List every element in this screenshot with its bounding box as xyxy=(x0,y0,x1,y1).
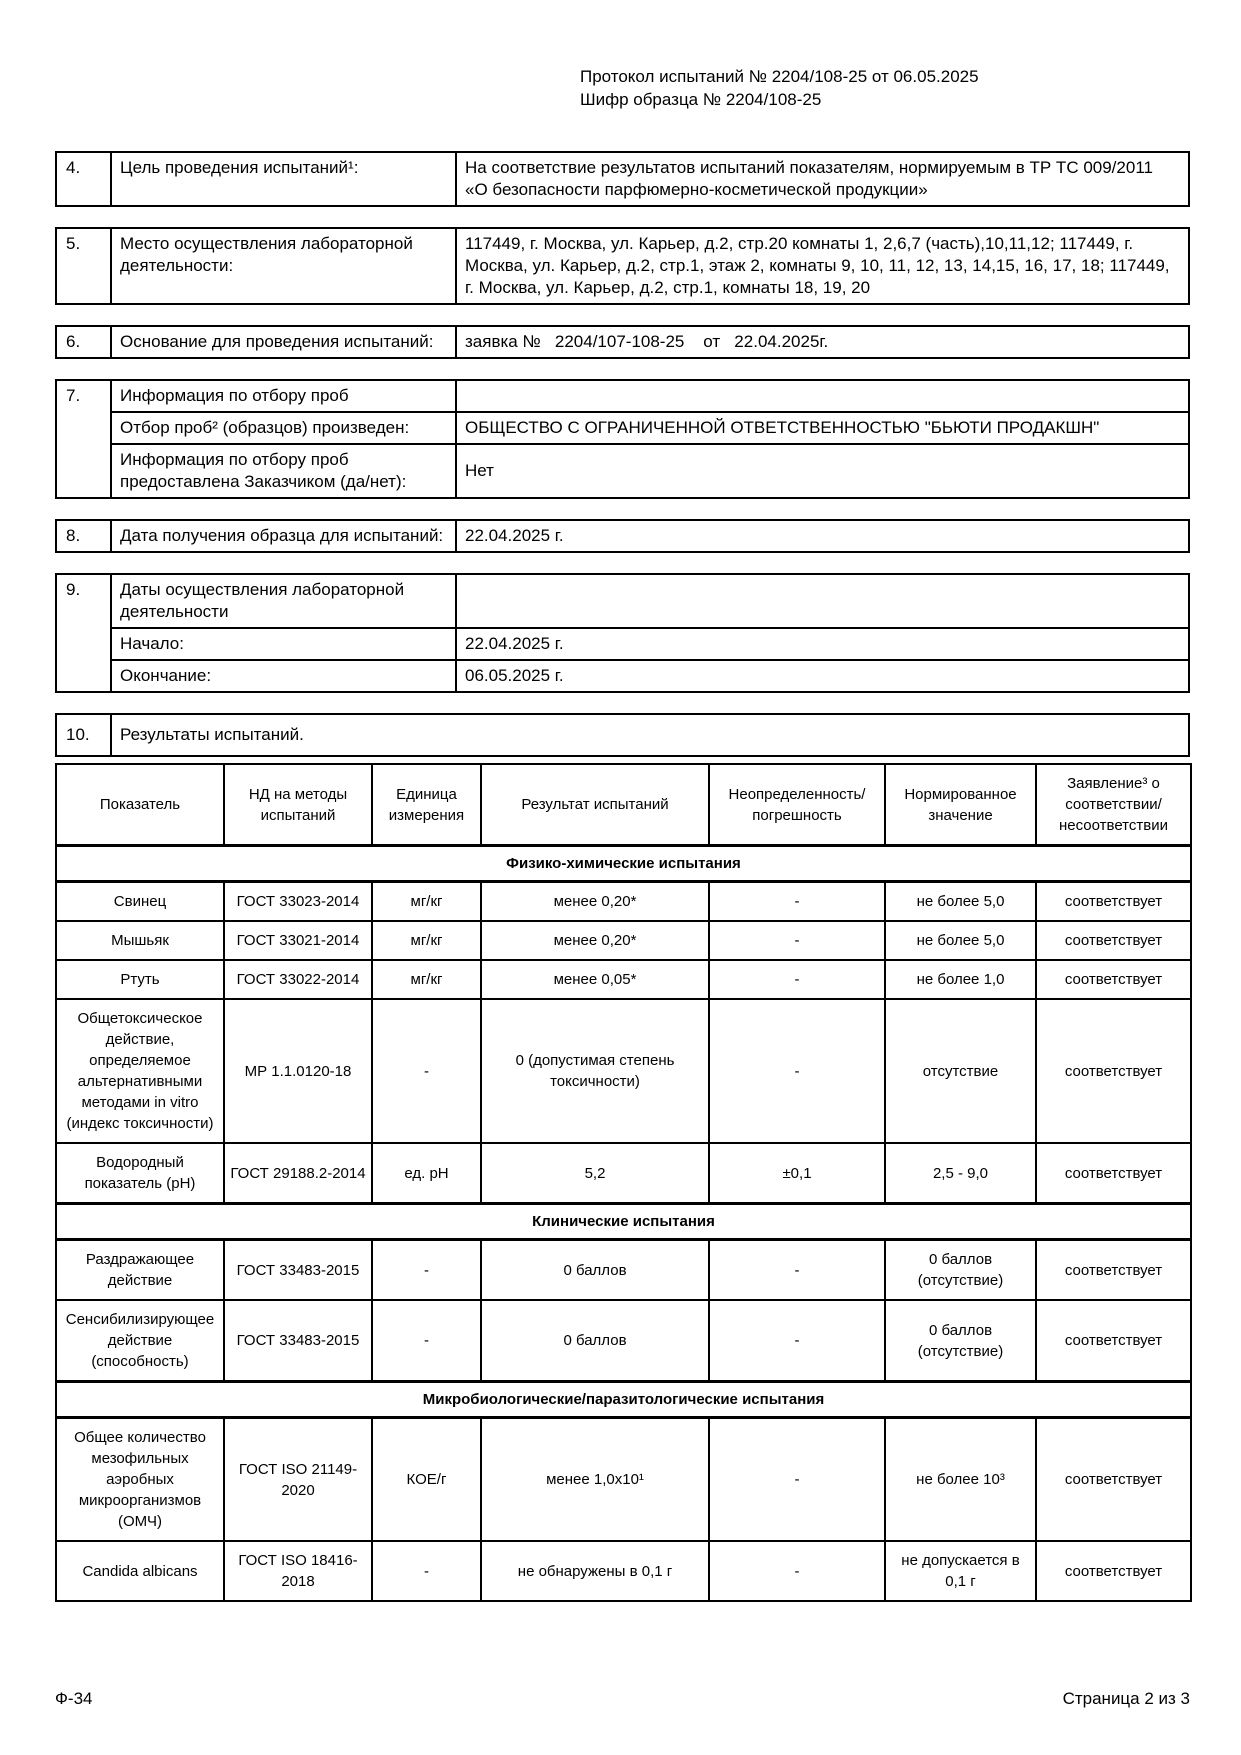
results-cell: - xyxy=(372,1541,481,1601)
page-number: Страница 2 из 3 xyxy=(1062,1689,1190,1708)
results-cell: ГОСТ 33021-2014 xyxy=(224,921,372,960)
info-table-7 xyxy=(55,379,1190,499)
info-row xyxy=(56,714,1189,756)
section-number: 10. xyxy=(56,714,111,756)
info-row xyxy=(56,444,1189,498)
row-label: Отбор проб² (образцов) произведен: xyxy=(111,412,456,444)
results-cell: мг/кг xyxy=(372,960,481,999)
results-data-row xyxy=(56,921,1191,960)
protocol-number-line: Протокол испытаний № 2204/108-25 от 06.05.2025 xyxy=(580,67,979,86)
results-cell: соответствует xyxy=(1036,1240,1191,1301)
info-row xyxy=(56,520,1189,552)
results-cell: Общетоксическое действие, определяемое альтернативными методами in vitro (индекс токсичности) xyxy=(56,999,224,1143)
results-data-row xyxy=(56,1541,1191,1601)
results-section-row xyxy=(56,1204,1191,1240)
results-cell: соответствует xyxy=(1036,1143,1191,1204)
results-data-row xyxy=(56,1300,1191,1382)
results-cell: 5,2 xyxy=(481,1143,709,1204)
info-row xyxy=(56,326,1189,358)
info-table-6 xyxy=(55,325,1190,359)
results-header-cell: НД на методы испытаний xyxy=(224,764,372,846)
results-cell: соответствует xyxy=(1036,1418,1191,1542)
row-value xyxy=(456,380,1189,412)
results-section-title: Микробиологические/паразитологические испытания xyxy=(56,1382,1191,1418)
document-header xyxy=(580,65,1190,111)
row-label: Результаты испытаний. xyxy=(111,714,1189,756)
results-cell: Ртуть xyxy=(56,960,224,999)
results-cell: ±0,1 xyxy=(709,1143,885,1204)
info-table-4 xyxy=(55,151,1190,207)
results-cell: Candida albicans xyxy=(56,1541,224,1601)
row-value: заявка № 2204/107-108-25 от 22.04.2025г. xyxy=(456,326,1189,358)
info-row xyxy=(56,660,1189,692)
results-cell: Раздражающее действие xyxy=(56,1240,224,1301)
section-number: 5. xyxy=(56,228,111,304)
results-cell: не обнаружены в 0,1 г xyxy=(481,1541,709,1601)
results-cell: менее 0,05* xyxy=(481,960,709,999)
results-cell: не допускается в 0,1 г xyxy=(885,1541,1036,1601)
row-label: Окончание: xyxy=(111,660,456,692)
results-data-row xyxy=(56,882,1191,922)
results-cell: - xyxy=(709,1300,885,1382)
results-cell: мг/кг xyxy=(372,882,481,922)
results-header-cell: Нормированное значение xyxy=(885,764,1036,846)
info-row xyxy=(56,152,1189,206)
results-data-row xyxy=(56,1240,1191,1301)
row-value: 06.05.2025 г. xyxy=(456,660,1189,692)
row-label: Дата получения образца для испытаний: xyxy=(111,520,456,552)
results-cell: - xyxy=(709,999,885,1143)
results-section-row xyxy=(56,846,1191,882)
results-cell: Водородный показатель (pH) xyxy=(56,1143,224,1204)
results-cell: Свинец xyxy=(56,882,224,922)
results-cell: - xyxy=(709,921,885,960)
form-code: Ф-34 xyxy=(55,1689,93,1708)
results-cell: 0 баллов xyxy=(481,1300,709,1382)
results-cell: ед. pH xyxy=(372,1143,481,1204)
results-cell: КОЕ/г xyxy=(372,1418,481,1542)
info-table-5 xyxy=(55,227,1190,305)
results-cell: Сенсибилизирующее действие (способность) xyxy=(56,1300,224,1382)
row-label: Информация по отбору проб предоставлена Заказчиком (да/нет): xyxy=(111,444,456,498)
results-data-row xyxy=(56,1418,1191,1542)
results-cell: МР 1.1.0120-18 xyxy=(224,999,372,1143)
results-cell: ГОСТ ISO 21149-2020 xyxy=(224,1418,372,1542)
results-cell: не более 10³ xyxy=(885,1418,1036,1542)
results-cell: ГОСТ 33022-2014 xyxy=(224,960,372,999)
page-footer xyxy=(55,1689,1190,1709)
row-label: Даты осуществления лабораторной деятельности xyxy=(111,574,456,628)
results-cell: менее 0,20* xyxy=(481,882,709,922)
results-cell: ГОСТ 33483-2015 xyxy=(224,1240,372,1301)
results-cell: - xyxy=(709,882,885,922)
row-value: 22.04.2025 г. xyxy=(456,628,1189,660)
results-section-title: Физико-химические испытания xyxy=(56,846,1191,882)
results-cell: ГОСТ ISO 18416-2018 xyxy=(224,1541,372,1601)
row-label: Информация по отбору проб xyxy=(111,380,456,412)
row-label: Начало: xyxy=(111,628,456,660)
info-row xyxy=(56,628,1189,660)
results-cell: Общее количество мезофильных аэробных микроорганизмов (ОМЧ) xyxy=(56,1418,224,1542)
row-label: Место осуществления лабораторной деятельности: xyxy=(111,228,456,304)
results-data-row xyxy=(56,999,1191,1143)
results-cell: соответствует xyxy=(1036,999,1191,1143)
section-number: 9. xyxy=(56,574,111,692)
row-label: Цель проведения испытаний¹: xyxy=(111,152,456,206)
info-table-8 xyxy=(55,519,1190,553)
results-cell: соответствует xyxy=(1036,1541,1191,1601)
row-value: ОБЩЕСТВО С ОГРАНИЧЕННОЙ ОТВЕТСТВЕННОСТЬЮ "БЬЮТИ ПРОДАКШН" xyxy=(456,412,1189,444)
results-table xyxy=(55,763,1192,1602)
results-cell: менее 0,20* xyxy=(481,921,709,960)
results-cell: ГОСТ 29188.2-2014 xyxy=(224,1143,372,1204)
results-section-row xyxy=(56,1382,1191,1418)
results-cell: - xyxy=(372,1300,481,1382)
results-cell: соответствует xyxy=(1036,921,1191,960)
results-table-container xyxy=(55,763,1190,1602)
results-cell: менее 1,0х10¹ xyxy=(481,1418,709,1542)
results-cell: - xyxy=(372,999,481,1143)
results-cell: ГОСТ 33023-2014 xyxy=(224,882,372,922)
results-cell: не более 5,0 xyxy=(885,921,1036,960)
row-value: 117449, г. Москва, ул. Карьер, д.2, стр.20 комнаты 1, 2,6,7 (часть),10,11,12; 117449, г. Москва, ул. Карьер, д.2, стр.1, этаж 2, комнаты 9, 10, 11, 12, 13, 14,15, 16, 17, 18; 117449, г. Москва, ул. Карьер, д.2, стр.1, комнаты 18, 19, 20 xyxy=(456,228,1189,304)
info-row xyxy=(56,380,1189,412)
results-cell: 0 (допустимая степень токсичности) xyxy=(481,999,709,1143)
results-header-cell: Показатель xyxy=(56,764,224,846)
results-cell: не более 5,0 xyxy=(885,882,1036,922)
info-table-9 xyxy=(55,573,1190,693)
info-row xyxy=(56,228,1189,304)
results-header-cell: Единица измерения xyxy=(372,764,481,846)
info-sections xyxy=(55,151,1190,757)
results-cell: не более 1,0 xyxy=(885,960,1036,999)
results-header-cell: Заявление³ о соответствии/ несоответствии xyxy=(1036,764,1191,846)
results-cell: соответствует xyxy=(1036,960,1191,999)
row-value: На соответствие результатов испытаний показателям, нормируемым в ТР ТС 009/2011 «О безопасности парфюмерно-косметической продукции» xyxy=(456,152,1189,206)
results-cell: - xyxy=(709,1240,885,1301)
section-number: 8. xyxy=(56,520,111,552)
row-value: 22.04.2025 г. xyxy=(456,520,1189,552)
results-data-row xyxy=(56,1143,1191,1204)
results-header-row xyxy=(56,764,1191,846)
results-cell: соответствует xyxy=(1036,1300,1191,1382)
row-label: Основание для проведения испытаний: xyxy=(111,326,456,358)
results-cell: соответствует xyxy=(1036,882,1191,922)
results-cell: - xyxy=(709,1418,885,1542)
section-number: 7. xyxy=(56,380,111,498)
section-number: 4. xyxy=(56,152,111,206)
sample-cipher-line: Шифр образца № 2204/108-25 xyxy=(580,90,822,109)
results-cell: мг/кг xyxy=(372,921,481,960)
results-cell: - xyxy=(372,1240,481,1301)
info-table-10 xyxy=(55,713,1190,757)
info-row xyxy=(56,574,1189,628)
results-cell: Мышьяк xyxy=(56,921,224,960)
results-header-cell: Результат испытаний xyxy=(481,764,709,846)
results-cell: - xyxy=(709,1541,885,1601)
results-cell: 0 баллов (отсутствие) xyxy=(885,1300,1036,1382)
results-header-cell: Неопределенность/ погрешность xyxy=(709,764,885,846)
results-cell: 0 баллов xyxy=(481,1240,709,1301)
row-value xyxy=(456,574,1189,628)
results-section-title: Клинические испытания xyxy=(56,1204,1191,1240)
results-cell: - xyxy=(709,960,885,999)
results-cell: 2,5 - 9,0 xyxy=(885,1143,1036,1204)
row-value: Нет xyxy=(456,444,1189,498)
results-cell: 0 баллов (отсутствие) xyxy=(885,1240,1036,1301)
section-number: 6. xyxy=(56,326,111,358)
results-cell: ГОСТ 33483-2015 xyxy=(224,1300,372,1382)
info-row xyxy=(56,412,1189,444)
results-data-row xyxy=(56,960,1191,999)
results-cell: отсутствие xyxy=(885,999,1036,1143)
